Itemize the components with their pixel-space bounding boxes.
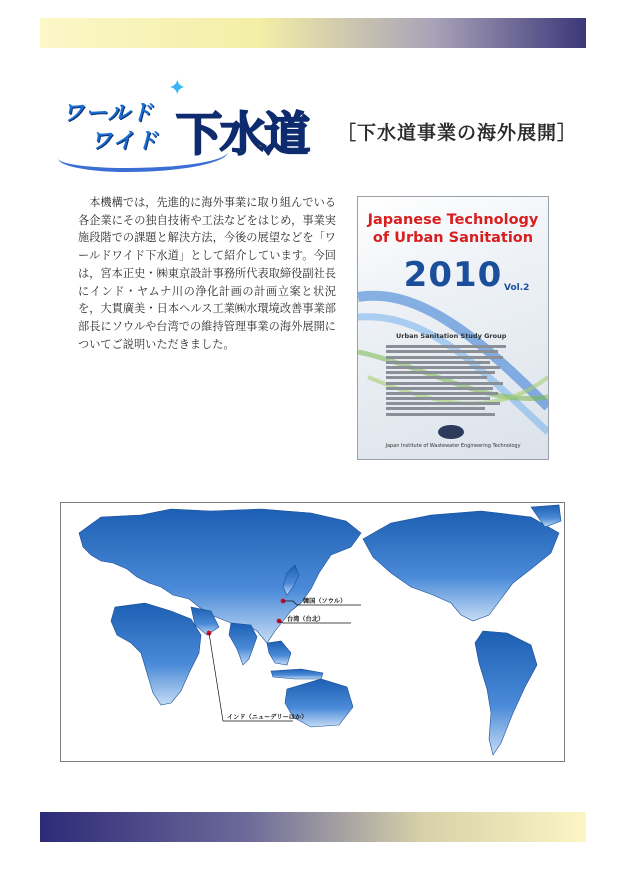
cover-group-name: Urban Sanitation Study Group (396, 332, 507, 340)
cover-publisher: Japan Institute of Wastewater Engineering Technology (385, 443, 521, 449)
continent-north-america (363, 511, 559, 621)
logo-text-sewerage: 下水道 (176, 107, 308, 161)
page-title: ［下水道事業の海外展開］ (337, 122, 578, 144)
top-decor-band (40, 18, 586, 48)
intro-paragraph: 本機構では，先進的に海外事業に取り組んでいる各企業にその独自技術や工法などをはじめ，事業実施段階での課題と解決方法，今後の展望などを「ワールドワイド下水道」として紹介しています。今回は，宮本正史・㈱東京設計事務所代表取締役副社長にインド・ヤムナ川の浄化計画の計画立案と状況を，大貫廣美・日本ヘルス工業㈱水環境改善事業部部長にソウルや台湾での維持管理事業の海外展開についてご説明いただきました。 (78, 196, 336, 351)
book-cover-image (357, 196, 549, 460)
world-map-graphic (61, 503, 564, 761)
label-korea: 韓国（ソウル） (303, 598, 347, 605)
cover-title-line2: of Urban Sanitation (372, 230, 534, 246)
continent-africa (111, 603, 201, 705)
cover-emblem-icon (438, 425, 464, 439)
cover-member-list (386, 343, 516, 418)
cover-year: 2010 (403, 255, 503, 295)
continent-south-america (475, 631, 537, 755)
cover-volume: Vol.2 (504, 283, 530, 293)
cover-title (358, 211, 548, 247)
islands-indonesia (271, 669, 323, 679)
world-map (60, 502, 565, 762)
sparkle-icon: ✦ (168, 76, 187, 101)
logo-text-world: ワールド (62, 101, 154, 126)
label-taiwan: 台湾（台北） (287, 616, 325, 623)
continent-southeast-asia (267, 641, 291, 665)
continent-india (229, 623, 257, 665)
cover-title-line1: Japanese Technology (367, 212, 539, 228)
bottom-decor-band (40, 812, 586, 842)
logo-text-wide: ワイド (90, 129, 159, 154)
label-india: インド（ニューデリーほか） (227, 714, 308, 721)
